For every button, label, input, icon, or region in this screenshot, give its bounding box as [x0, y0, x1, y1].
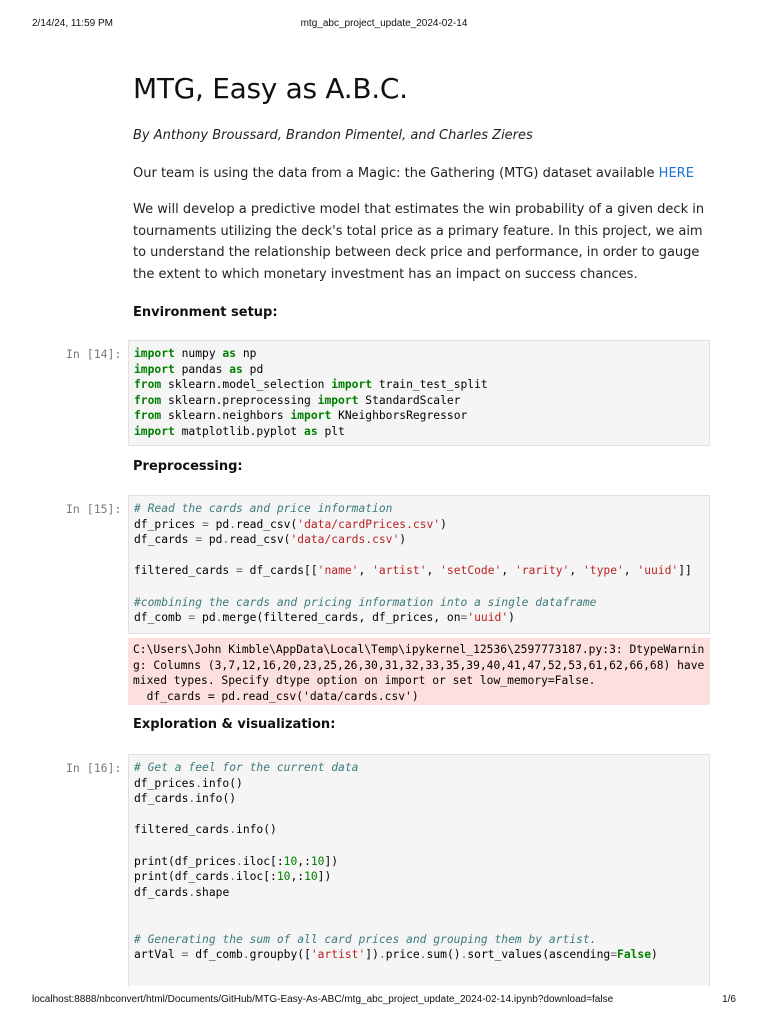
- code-line: df_cards.info(): [134, 792, 237, 806]
- cell-prompt: In [16]:: [66, 761, 122, 775]
- code-line: from sklearn.neighbors import KNeighborsRegressor: [134, 409, 468, 423]
- stderr-line: mixed types. Specify dtype option on import or set low_memory=False.: [133, 674, 596, 688]
- code-cell-exploration[interactable]: [128, 754, 710, 986]
- cell-prompt: In [14]:: [66, 347, 122, 361]
- code-line: # Get a feel for the current data: [134, 761, 359, 774]
- intro-paragraph: [133, 163, 713, 185]
- code-line: artVal = df_comb.groupby(['artist']).price.sum().sort_values(ascending=False): [134, 948, 658, 962]
- cell-prompt: In [15]:: [66, 502, 122, 516]
- code-line: df_comb = pd.merge(filtered_cards, df_prices, on='uuid'): [134, 611, 515, 625]
- code-line: print(df_cards.iloc[:10,:10]): [134, 870, 332, 884]
- print-footer: [32, 994, 736, 1008]
- code-cell-preprocessing[interactable]: [128, 495, 710, 634]
- code-line: [134, 916, 704, 932]
- code-line: # Read the cards and price information: [134, 502, 393, 515]
- intro-text: Our team is using the data from a Magic: the Gathering (MTG) dataset available: [133, 166, 659, 181]
- code-line: import numpy as np: [134, 347, 257, 360]
- heading-exploration: Exploration & visualization:: [133, 717, 336, 732]
- code-line: [134, 838, 704, 854]
- code-line: #combining the cards and pricing information into a single dataframe: [134, 595, 597, 609]
- code-line: print(df_prices.iloc[:10,:10]): [134, 854, 339, 868]
- stderr-output: [128, 638, 710, 705]
- heading-preprocessing: Preprocessing:: [133, 459, 243, 474]
- code-line: df_prices = pd.read_csv('data/cardPrices.csv'): [134, 517, 447, 531]
- code-cell-imports[interactable]: [128, 340, 710, 446]
- print-doc-title: mtg_abc_project_update_2024-02-14: [300, 18, 468, 29]
- print-header: [32, 18, 736, 32]
- code-line: [134, 900, 704, 916]
- page-title: MTG, Easy as A.B.C.: [133, 72, 408, 105]
- dataset-link[interactable]: HERE: [658, 166, 694, 181]
- code-line: from sklearn.model_selection import train_test_split: [134, 378, 488, 392]
- code-line: import pandas as pd: [134, 362, 264, 376]
- code-line: [134, 579, 704, 595]
- code-line: df_cards = pd.read_csv('data/cards.csv'): [134, 533, 407, 547]
- code-line: [134, 807, 704, 823]
- code-line: df_cards.shape: [134, 885, 230, 899]
- stderr-line: g: Columns (3,7,12,16,20,23,25,26,30,31,32,33,35,39,40,41,47,52,53,61,62,66,68) have: [133, 658, 705, 672]
- code-line: from sklearn.preprocessing import StandardScaler: [134, 393, 461, 407]
- authors-line: By Anthony Broussard, Brandon Pimentel, and Charles Zieres: [133, 128, 533, 143]
- stderr-line: df_cards = pd.read_csv('data/cards.csv'): [133, 689, 419, 703]
- heading-environment-setup: Environment setup:: [133, 305, 278, 320]
- code-line: # Generating the sum of all card prices and grouping them by artist.: [134, 932, 597, 946]
- description-paragraph: We will develop a predictive model that estimates the win probability of a given deck in tournaments utilizing the deck's total price as a primary feature. In this project, we aim to understand the relationship between deck price and performance, in order to gauge the extent to which monetary investment has an impact on success chances.: [133, 202, 705, 282]
- stderr-line: C:\Users\John Kimble\AppData\Local\Temp\ipykernel_12536\2597773187.py:3: DtypeWarnin: [133, 643, 705, 656]
- print-datetime: 2/14/24, 11:59 PM: [32, 18, 113, 29]
- code-line: filtered_cards = df_cards[['name', 'artist', 'setCode', 'rarity', 'type', 'uuid']]: [134, 564, 692, 578]
- print-page-number: 1/6: [722, 994, 736, 1005]
- code-line: import matplotlib.pyplot as plt: [134, 424, 345, 438]
- code-line: df_prices.info(): [134, 776, 243, 790]
- code-line: [134, 548, 704, 564]
- code-line: filtered_cards.info(): [134, 823, 277, 837]
- print-url: localhost:8888/nbconvert/html/Documents/GitHub/MTG-Easy-As-ABC/mtg_abc_project_update_2024-02-14.ipynb?download=false: [32, 994, 614, 1005]
